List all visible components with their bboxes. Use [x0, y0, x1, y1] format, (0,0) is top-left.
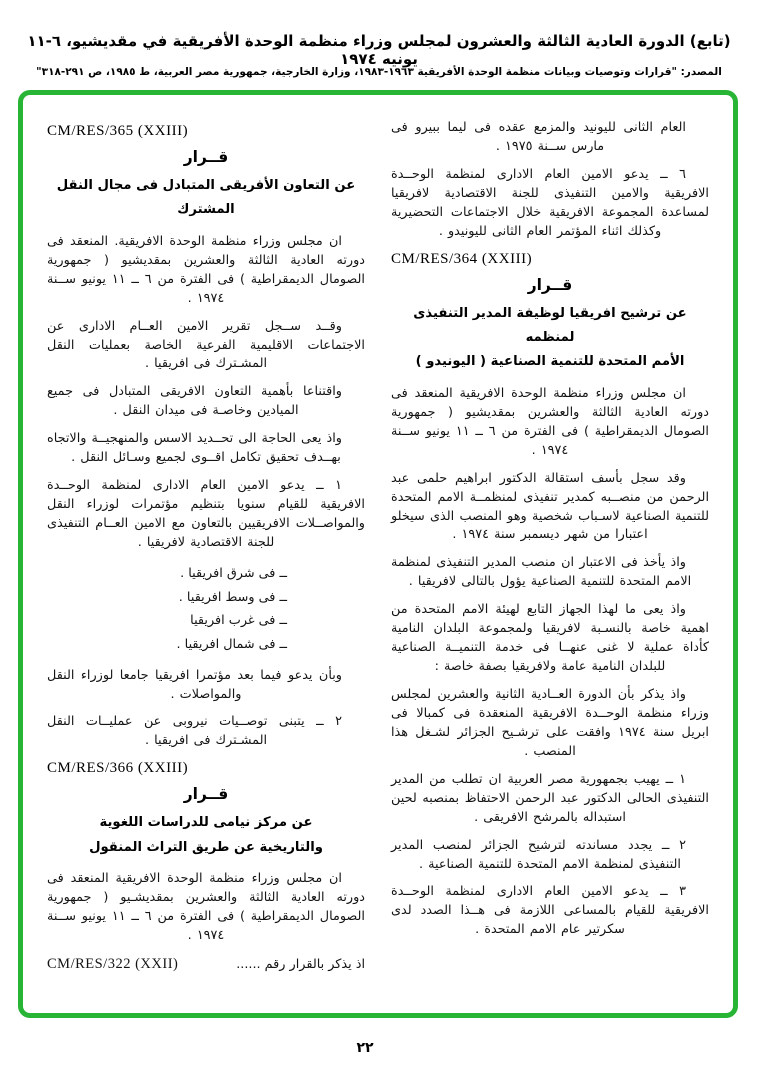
resolution-subject: [391, 302, 709, 375]
subject-line: عن مركز نيامى للدراسات اللغوية: [99, 815, 313, 831]
recalled-resolution-ref: CM/RES/322 (XXII): [47, 955, 179, 972]
session-header: (تابع) الدورة العادية الثالثة والعشرون لمجلس وزراء منظمة الوحدة الأفريقية في مقديشيو، ٦-١١ يونيه ١٩٧٤: [27, 32, 731, 68]
resolution-subject: [47, 811, 365, 860]
dash-list: [47, 562, 365, 657]
resolution-ref: CM/RES/365 (XXIII): [47, 123, 189, 139]
decree-heading: قــرار: [183, 148, 229, 166]
paragraph: واذ يعى ما لهذا الجهاز التابع لهيئة الامم المتحدة من اهمية خاصة بالنسـبة لافريقيا ولمجموعة البلدان النامية كأداة عملية لا غنى عنهــا فى خدمة التنميــة الصناعية للبلدان النامية عامة ولافريقيا بصفة خاصة :: [391, 602, 709, 675]
decree-heading: قــرار: [183, 785, 229, 804]
paragraph: ٣ ــ يدعو الامين العام الادارى لمنظمة الوحــدة الافريقية للقيام بالمساعى اللازمة فى هــذا الصدد لدى سكرتير عام الامم المتحدة .: [391, 884, 709, 938]
dash-list-item: ــ فى غرب افريقيا: [190, 613, 287, 629]
paragraph: ٢ ــ يجدد مساندته لترشيح الجزائر لمنصب المدير التنفيذى لمنظمة الامم المتحدة للتنمية الصناعية .: [391, 837, 686, 872]
paragraph: واقتناعا بأهمية التعاون الافريقى المتبادل فى جميع الميادين وخاصـة فى ميدان النقل .: [47, 384, 342, 419]
source-line: المصدر: "قرارات وتوصيات وبيانات منظمة الوحدة الأفريقية ١٩٦٣-١٩٨٣، وزارة الخارجية، جمهورية مصر العربية، ط ١٩٨٥، ص ٢٩١-٣١٨": [36, 66, 722, 78]
decree-heading: قــرار: [527, 275, 573, 294]
subject-line: والتاريخية عن طريق التراث المنقول: [89, 839, 323, 855]
paragraph: وقــد ســجل تقرير الامين العــام الادارى عن الاجتماعات الاقليمية الفرعية الخاصة بعمليات النقل المشـترك فى افريقيا .: [47, 318, 365, 372]
resolution-ref: CM/RES/366 (XXIII): [47, 760, 189, 777]
content-frame: [18, 90, 738, 1018]
paragraph: واذ يأخذ فى الاعتبار ان منصب المدير التنفيذى لمنظمة الامم المتحدة للتنمية الصناعية يؤول بالتالى لافريقيا .: [391, 555, 692, 590]
paragraph: العام الثانى لليونيد والمزمع عقده فى ليما ببيرو فى مارس ســنة ١٩٧٥ .: [391, 120, 686, 154]
left-column: [47, 119, 365, 1003]
paragraph: وبأن يدعو فيما بعد مؤتمرا افريقيا جامعا لوزراء النقل والمواصلات .: [47, 667, 342, 702]
subject-line: الأمم المتحدة للتنمية الصناعية ( اليونيدو ): [415, 354, 685, 370]
subject-line: عن ترشيح افريقيا لوظيفة المدير التنفيذى لمنظمه: [413, 305, 687, 346]
paragraph: واذ يعى الحاجة الى تحــديد الاسس والمنهجيــة والاتجاه بهــدف تحقيق تكامل اقــوى لجميع وسـائل النقل .: [47, 431, 342, 466]
recall-ref-line: [47, 956, 365, 973]
paragraph: ١ ــ يدعو الامين العام الادارى لمنظمة الوحــدة الافريقية للقيام سنويا بتنظيم مؤتمرات لوزراء النقل والمواصــلات الافريقيين بالتعاون مع الامين العــام التنفيذى للجنة الاقتصادية لافريقيا .: [47, 478, 365, 550]
paragraph: ان مجلس وزراء منظمة الوحدة الافريقية المنعقد فى دورته العادية الثالثة والعشرين بمقديشيو ( جمهورية الصومال الديمقراطية ) فى الفترة من ٦ ــ ١١ يونيو ســنة ١٩٧٤ .: [391, 385, 709, 458]
paragraph: ١ ــ يهيب بجمهورية مصر العربية ان تطلب من المدير التنفيذى الحالى الدكتور عبد الرحمن الاحتفاظ بمنصبه لحين استبداله بالمرشح الافريقى .: [391, 771, 709, 825]
dash-list-item: ــ فى شمال افريقيا .: [176, 636, 287, 652]
resolution-ref: CM/RES/364 (XXIII): [391, 250, 533, 267]
resolution-subject: [47, 174, 365, 223]
paragraph: واذ يذكر بأن الدورة العــادية الثانية والعشرين لمجلس وزراء منظمة الوحــدة الافريقية المنعقدة فى كمبالا فى ابريل سنة ١٩٧٤ وافقت على ترشـيح الجزائر لشـغل هذا المنصب .: [391, 687, 709, 759]
paragraph: ان مجلس وزراء منظمة الوحدة الافريقية المنعقد فى دورته العادية الثالثة والعشرين بمقديشـيو ( جمهورية الصومال الديمقراطية ) فى الفترة من ٦ ــ ١١ يونيو ســنة ١٩٧٤ .: [47, 871, 365, 943]
paragraph: ان مجلس وزراء منظمة الوحدة الافريقية. المنعقد فى دورته العادية الثالثة والعشرين بمقديشيو ( جمهورية الصومال الديمقراطية ) فى الفترة من ٦ ــ ١١ يونيو ســنة ١٩٧٤ .: [47, 233, 365, 306]
dash-list-item: ــ فى وسط افريقيا .: [178, 589, 287, 605]
dash-list-item: ــ فى شرق افريقيا .: [180, 565, 287, 581]
right-column: [391, 119, 709, 1003]
recall-text: اذ يذكر بالقرار رقم ......: [236, 956, 365, 972]
two-column-layout: [23, 95, 733, 1013]
subject-line: عن التعاون الأفريقى المتبادل فى مجال النقل المشترك: [56, 178, 356, 218]
paragraph: ٢ ــ يتبنى توصــيات نيروبى عن عمليــات النقل المشـترك فى افريقيا .: [47, 714, 342, 749]
paragraph: وقد سجل بأسف استقالة الدكتور ابراهيم حلمى عبد الرحمن من منصــبه كمدير تنفيذى لمنظمــة الامم المتحدة للتنمية الصناعية لاسـباب شخصية وهو المنصب الذى سيخلو اعتبارا من شهر ديسمبر سنة ١٩٧٤ .: [391, 470, 709, 543]
page-number: ٢٢: [356, 1040, 374, 1056]
paragraph: ٦ ــ يدعو الامين العام الادارى لمنظمة الوحــدة الافريقية والامين التنفيذى للجنة الاقتصادية لافريقيا لمساعدة المجموعة الافريقية خلال الاجتماعات التحضيرية وكذلك اثناء المؤتمر العام الثانى لليونيدو .: [391, 166, 709, 239]
